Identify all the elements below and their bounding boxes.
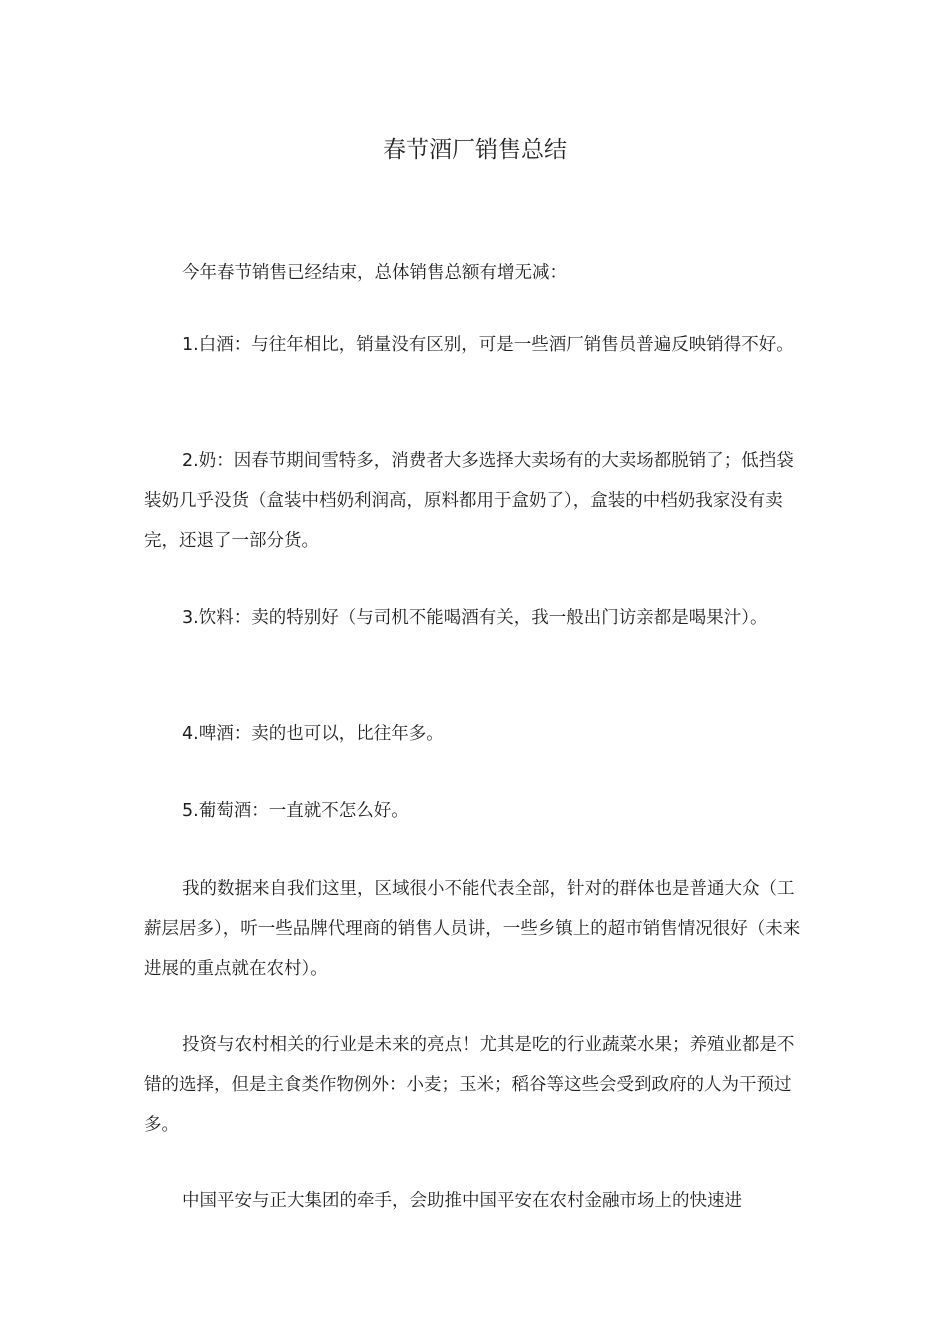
paragraph-wine: 5.葡萄酒：一直就不怎么好。 bbox=[182, 801, 409, 821]
paragraph-drinks: 3.饮料：卖的特别好（与司机不能喝酒有关，我一般出门访亲都是喝果汁）。 bbox=[182, 608, 768, 628]
paragraph-pingan: 中国平安与正大集团的牵手，会助推中国平安在农村金融市场上的快速进 bbox=[182, 1191, 742, 1211]
paragraph-baijiu: 1.白酒：与往年相比，销量没有区别，可是一些酒厂销售员普遍反映销得不好。 bbox=[182, 335, 794, 355]
paragraph-beer: 4.啤酒：卖的也可以，比往年多。 bbox=[182, 724, 444, 744]
document-title: 春节酒厂销售总结 bbox=[383, 137, 567, 163]
paragraph-milk: 2.奶：因春节期间雪特多，消费者大多选择大卖场有的大卖场都脱销了；低挡袋装奶几乎没货（盒装中档奶利润高，原料都用于盒奶了），盒装的中档奶我家没有卖完，还退了一部分货。 bbox=[144, 451, 794, 551]
paragraph-data-source: 我的数据来自我们这里，区域很小不能代表全部，针对的群体也是普通大众（工薪层居多），听一些品牌代理商的销售人员讲，一些乡镇上的超市销售情况很好（未来进展的重点就在农村）。 bbox=[144, 879, 801, 979]
paragraph-investment: 投资与农村相关的行业是未来的亮点！尤其是吃的行业蔬菜水果；养殖业都是不错的选择，但是主食类作物例外：小麦；玉米；稻谷等这些会受到政府的人为干预过多。 bbox=[144, 1035, 795, 1135]
paragraph-intro: 今年春节销售已经结束，总体销售总额有增无减： bbox=[182, 263, 567, 283]
